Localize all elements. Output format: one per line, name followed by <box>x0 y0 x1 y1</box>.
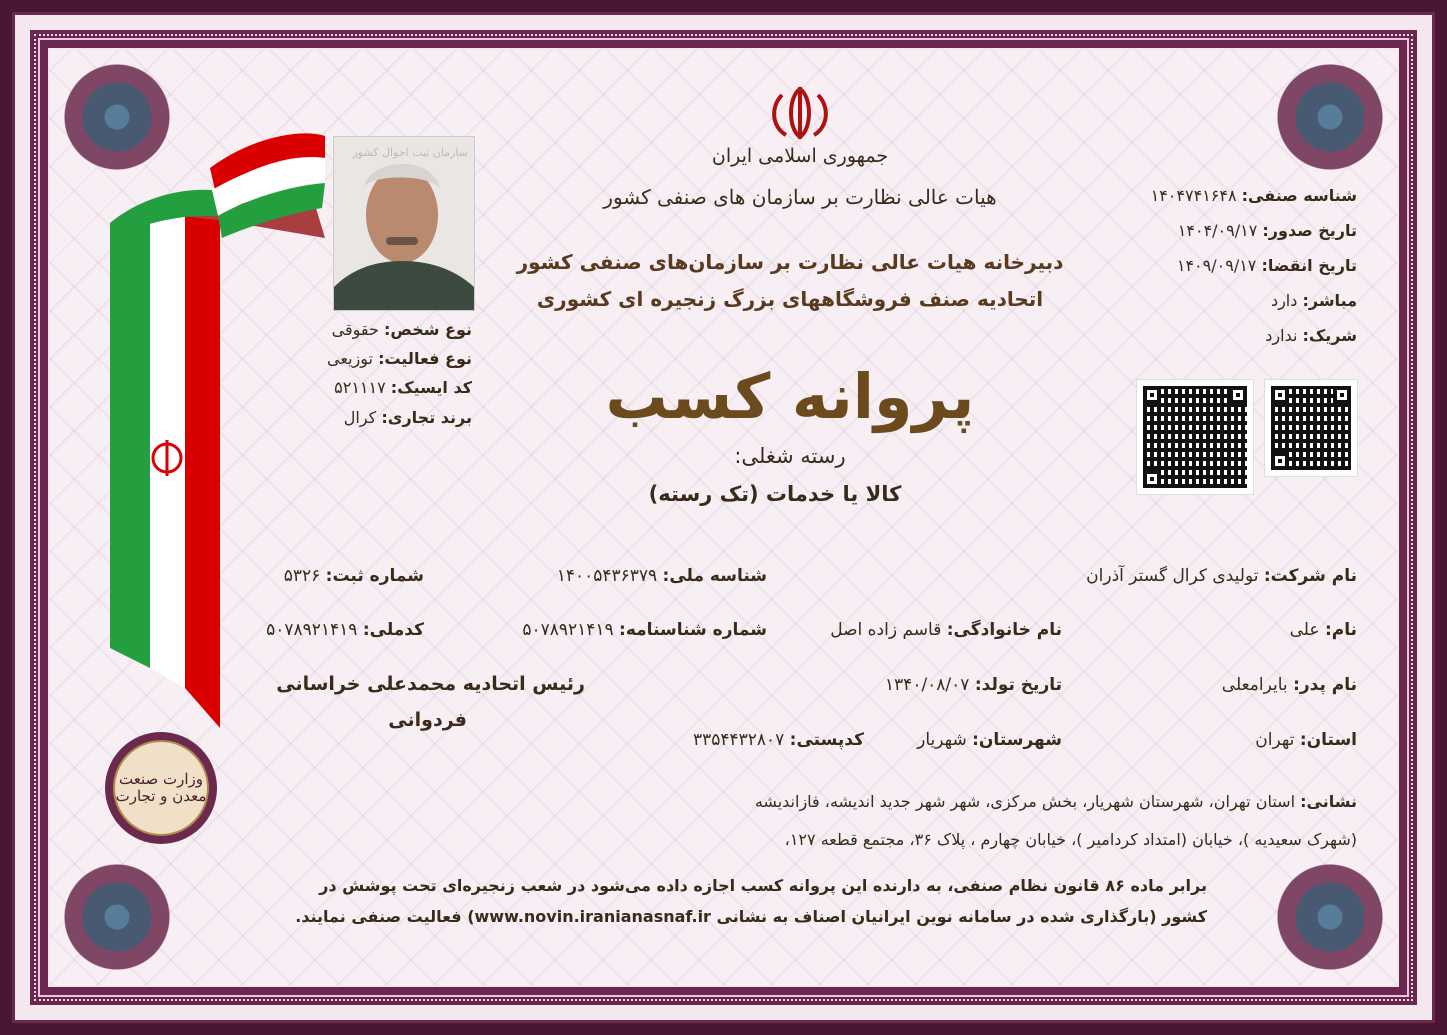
qr-code-large[interactable] <box>1137 380 1253 494</box>
legal-footer-line-1: برابر ماده ۸۶ قانون نظام صنفی، به دارنده این پروانه کسب اجازه داده می‌شود در شعب زنجیره‌ای تحت پوشش در <box>319 876 1207 895</box>
postal-code-row: کدپستی: ۳۳۵۴۴۳۲۸۰۷ <box>692 730 864 750</box>
photo-watermark: سازمان ثبت احوال کشور <box>352 146 468 159</box>
guild-id-row: شناسه صنفی: ۱۴۰۴۷۴۱۶۴۸ <box>1150 186 1357 205</box>
signature-line-2: فردوانی <box>388 709 467 731</box>
expire-date-row: تاریخ انقضا: ۱۴۰۹/۰۹/۱۷ <box>1176 256 1357 275</box>
license-title: پروانه کسب <box>605 360 975 433</box>
county-row: شهرستان: شهریار <box>917 730 1062 750</box>
isic-code-row: کد ایسیک: ۵۲۱۱۱۷ <box>334 378 472 397</box>
address-line-2: (شهرک سعیدیه )، خیابان (امتداد کردامیر )، خیابان چهارم ، پلاک ۳۶، مجتمع قطعه ۱۲۷، <box>784 830 1357 849</box>
first-name-row: نام: علی <box>1289 620 1357 640</box>
union-title: اتحادیه صنف فروشگاههای بزرگ زنجیره ای کشوری <box>536 287 1044 311</box>
address-line-1: نشانی: استان تهران، شهرستان شهریار، بخش مرکزی، شهر شهر جدید اندیشه، فازاندیشه <box>754 792 1357 811</box>
iran-flag-ribbon <box>100 128 330 740</box>
qr-code-small[interactable] <box>1265 380 1357 476</box>
board-name: هیات عالی نظارت بر سازمان های صنفی کشور <box>603 185 997 209</box>
secretariat-title: دبیرخانه هیات عالی نظارت بر سازمان‌های صنفی کشور <box>516 250 1064 274</box>
id-number-row: شماره شناسنامه: ۵۰۷۸۹۲۱۴۱۹ <box>522 620 767 640</box>
country-name: جمهوری اسلامی ایران <box>711 145 889 167</box>
legal-footer-line-2: کشور (بارگذاری شده در سامانه نوین ایرانیان اصناف به نشانی www.novin.iranianasnaf.ir) فعالیت صنفی نمایند. <box>295 907 1207 926</box>
issue-date-row: تاریخ صدور: ۱۴۰۴/۰۹/۱۷ <box>1177 221 1357 240</box>
person-type-row: نوع شخص: حقوقی <box>331 320 472 339</box>
company-name-row: نام شرکت: تولیدی کرال گستر آذران <box>1086 566 1357 586</box>
iran-emblem-icon <box>768 85 832 141</box>
corner-ornament-bottom-right <box>1275 862 1385 972</box>
partner-row: شریک: ندارد <box>1265 326 1357 345</box>
direct-row: مباشر: دارد <box>1270 291 1357 310</box>
birth-date-row: تاریخ تولد: ۱۳۴۰/۰۸/۰۷ <box>884 675 1062 695</box>
ministry-seal <box>105 732 217 844</box>
registration-number-row: شماره ثبت: ۵۳۲۶ <box>283 566 424 586</box>
last-name-row: نام خانوادگی: قاسم زاده اصل <box>830 620 1062 640</box>
father-name-row: نام پدر: بایرامعلی <box>1221 675 1357 695</box>
signature-line-1: رئیس اتحادیه محمدعلی خراسانی <box>276 673 585 695</box>
province-row: استان: تهران <box>1255 730 1357 750</box>
category-value: کالا یا خدمات (تک رسته) <box>648 482 902 506</box>
ministry-seal-text: وزارت صنعت معدن و تجارت <box>113 740 209 836</box>
category-label: رسته شغلی: <box>734 444 846 468</box>
national-id-row: شناسه ملی: ۱۴۰۰۵۴۳۶۳۷۹ <box>556 566 767 586</box>
activity-type-row: نوع فعالیت: توزیعی <box>327 349 472 368</box>
national-code-row: کدملی: ۵۰۷۸۹۲۱۴۱۹ <box>266 620 424 640</box>
brand-row: برند تجاری: کرال <box>343 408 472 427</box>
corner-ornament-bottom-left <box>62 862 172 972</box>
